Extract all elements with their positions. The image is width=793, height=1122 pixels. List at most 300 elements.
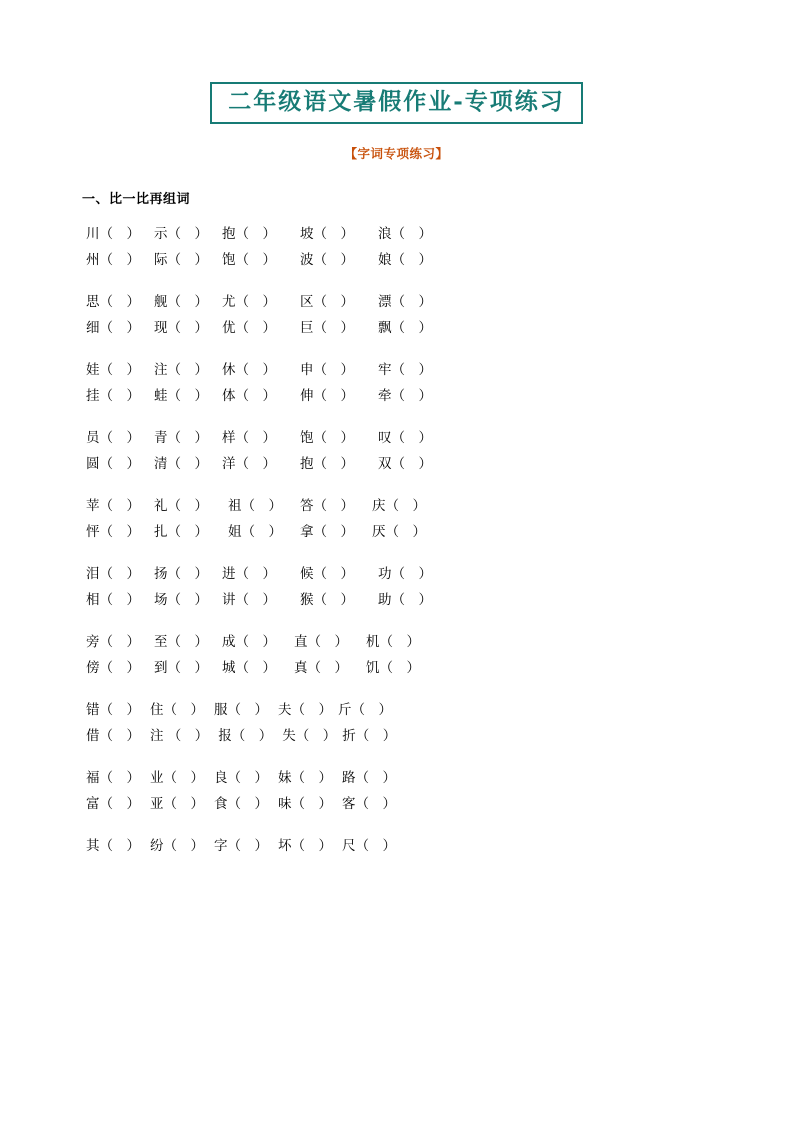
character: 样	[222, 430, 236, 447]
answer-blank[interactable]: （ ）	[99, 634, 140, 651]
answer-blank[interactable]: （ ）	[167, 524, 208, 541]
word-group	[86, 357, 721, 409]
word-cell	[300, 383, 354, 409]
word-row	[86, 493, 721, 519]
answer-blank[interactable]: （ ）	[391, 320, 432, 337]
answer-blank[interactable]: （ ）	[313, 456, 354, 473]
character: 进	[222, 566, 236, 583]
answer-blank[interactable]: （ ）	[313, 430, 354, 447]
word-group	[86, 765, 721, 817]
word-row	[86, 289, 721, 315]
character: 优	[222, 320, 236, 337]
word-cell	[294, 655, 348, 681]
answer-blank[interactable]: （ ）	[291, 770, 332, 787]
word-cell	[228, 493, 282, 519]
answer-blank[interactable]: （ ）	[313, 252, 354, 269]
character: 伸	[300, 388, 314, 405]
word-cell	[222, 383, 276, 409]
exercise-groups	[72, 221, 721, 859]
character: 尺	[342, 838, 356, 855]
character: 功	[378, 566, 392, 583]
character: 坡	[300, 226, 314, 243]
word-cell	[300, 451, 354, 477]
character: 员	[86, 430, 100, 447]
character: 字	[214, 838, 228, 855]
character: 怦	[86, 524, 100, 541]
answer-blank[interactable]: （ ）	[241, 524, 282, 541]
character: 厌	[372, 524, 386, 541]
character: 苹	[86, 498, 100, 515]
answer-blank[interactable]: （ ）	[313, 362, 354, 379]
word-cell	[300, 221, 354, 247]
answer-blank[interactable]: （ ）	[313, 226, 354, 243]
word-cell	[378, 425, 432, 451]
title-container	[72, 82, 721, 124]
word-group	[86, 289, 721, 341]
word-cell	[222, 587, 276, 613]
word-cell	[86, 357, 140, 383]
answer-blank[interactable]: （ ）	[167, 498, 208, 515]
word-row	[86, 697, 721, 723]
character: 现	[154, 320, 168, 337]
word-cell	[300, 493, 354, 519]
answer-blank[interactable]: （ ）	[291, 838, 332, 855]
character: 注	[154, 362, 168, 379]
word-cell	[366, 629, 420, 655]
character: 圆	[86, 456, 100, 473]
answer-blank[interactable]: （ ）	[235, 566, 276, 583]
character: 川	[86, 226, 100, 243]
character: 扬	[154, 566, 168, 583]
character: 飘	[378, 320, 392, 337]
answer-blank[interactable]: （ ）	[99, 498, 140, 515]
answer-blank[interactable]: （ ）	[167, 592, 208, 609]
character: 报	[218, 728, 232, 745]
character: 至	[154, 634, 168, 651]
character: 失	[282, 728, 296, 745]
answer-blank[interactable]: （ ）	[307, 660, 348, 677]
character: 客	[342, 796, 356, 813]
answer-blank[interactable]: （ ）	[235, 634, 276, 651]
answer-blank[interactable]: （ ）	[235, 294, 276, 311]
word-cell	[372, 519, 426, 545]
word-row	[86, 425, 721, 451]
word-cell	[86, 587, 140, 613]
word-cell	[86, 629, 140, 655]
character: 巨	[300, 320, 314, 337]
word-cell	[300, 315, 354, 341]
character: 泪	[86, 566, 100, 583]
word-row	[86, 357, 721, 383]
word-cell	[86, 655, 140, 681]
word-cell	[218, 723, 272, 749]
character: 真	[294, 660, 308, 677]
word-cell	[300, 357, 354, 383]
character: 亚	[150, 796, 164, 813]
word-cell	[214, 833, 268, 859]
answer-blank[interactable]: （ ）	[163, 796, 204, 813]
answer-blank[interactable]: （ ）	[99, 592, 140, 609]
word-row	[86, 451, 721, 477]
answer-blank[interactable]: （ ）	[167, 252, 208, 269]
character: 挂	[86, 388, 100, 405]
word-cell	[366, 655, 420, 681]
answer-blank[interactable]: （ ）	[99, 252, 140, 269]
answer-blank[interactable]: （ ）	[385, 498, 426, 515]
character: 青	[154, 430, 168, 447]
word-group	[86, 221, 721, 273]
word-cell	[86, 315, 140, 341]
word-cell	[86, 493, 140, 519]
word-cell	[86, 765, 140, 791]
character: 叹	[378, 430, 392, 447]
character: 福	[86, 770, 100, 787]
word-cell	[294, 629, 348, 655]
word-row	[86, 247, 721, 273]
character: 饱	[222, 252, 236, 269]
character: 业	[150, 770, 164, 787]
answer-blank[interactable]: （ ）	[167, 660, 208, 677]
answer-blank[interactable]: （ ）	[235, 320, 276, 337]
word-cell	[222, 315, 276, 341]
character: 抱	[300, 456, 314, 473]
word-cell	[278, 833, 332, 859]
word-cell	[150, 697, 204, 723]
answer-blank[interactable]: （ ）	[99, 456, 140, 473]
word-cell	[222, 655, 276, 681]
word-cell	[154, 315, 208, 341]
answer-blank[interactable]: （ ）	[291, 796, 332, 813]
character: 抱	[222, 226, 236, 243]
word-cell	[154, 425, 208, 451]
answer-blank[interactable]: （ ）	[99, 362, 140, 379]
word-cell	[154, 357, 208, 383]
character: 路	[342, 770, 356, 787]
word-group	[86, 697, 721, 749]
character: 良	[214, 770, 228, 787]
answer-blank[interactable]: （ ）	[99, 566, 140, 583]
answer-blank[interactable]: （ ）	[313, 388, 354, 405]
answer-blank[interactable]: （ ）	[391, 388, 432, 405]
word-cell	[300, 587, 354, 613]
character: 牢	[378, 362, 392, 379]
character: 拿	[300, 524, 314, 541]
word-cell	[86, 791, 140, 817]
answer-blank[interactable]: （ ）	[391, 592, 432, 609]
character: 夫	[278, 702, 292, 719]
word-row	[86, 791, 721, 817]
word-cell	[222, 451, 276, 477]
character: 礼	[154, 498, 168, 515]
character: 城	[222, 660, 236, 677]
word-row	[86, 587, 721, 613]
word-cell	[342, 765, 396, 791]
answer-blank[interactable]: （ ）	[313, 592, 354, 609]
answer-blank[interactable]: （ ）	[235, 252, 276, 269]
answer-blank[interactable]: （ ）	[379, 634, 420, 651]
character: 斤	[338, 702, 352, 719]
answer-blank[interactable]: （ ）	[379, 660, 420, 677]
answer-blank[interactable]: （ ）	[99, 294, 140, 311]
word-row	[86, 765, 721, 791]
character: 住	[150, 702, 164, 719]
word-cell	[222, 629, 276, 655]
answer-blank[interactable]: （ ）	[313, 294, 354, 311]
word-cell	[86, 833, 140, 859]
answer-blank[interactable]: （ ）	[227, 770, 268, 787]
word-row	[86, 561, 721, 587]
section-subtitle: 【字词专项练习】	[344, 146, 449, 162]
answer-blank[interactable]: （ ）	[235, 660, 276, 677]
word-cell	[150, 791, 204, 817]
character: 姐	[228, 524, 242, 541]
word-cell	[222, 357, 276, 383]
word-row	[86, 315, 721, 341]
answer-blank[interactable]: （ ）	[167, 430, 208, 447]
answer-blank[interactable]: （ ）	[167, 362, 208, 379]
answer-blank[interactable]: （ ）	[391, 430, 432, 447]
word-cell	[378, 451, 432, 477]
word-cell	[378, 587, 432, 613]
character: 漂	[378, 294, 392, 311]
character: 扎	[154, 524, 168, 541]
word-cell	[378, 383, 432, 409]
word-cell	[150, 723, 208, 749]
answer-blank[interactable]: （ ）	[227, 702, 268, 719]
word-cell	[378, 289, 432, 315]
answer-blank[interactable]: （ ）	[163, 770, 204, 787]
answer-blank[interactable]: （ ）	[167, 226, 208, 243]
answer-blank[interactable]: （ ）	[351, 702, 392, 719]
word-group	[86, 425, 721, 477]
word-cell	[300, 247, 354, 273]
character: 蛙	[154, 388, 168, 405]
character: 富	[86, 796, 100, 813]
answer-blank[interactable]: （ ）	[235, 362, 276, 379]
word-cell	[378, 221, 432, 247]
character: 讲	[222, 592, 236, 609]
character: 体	[222, 388, 236, 405]
answer-blank[interactable]: （ ）	[355, 796, 396, 813]
word-cell	[86, 561, 140, 587]
answer-blank[interactable]: （ ）	[235, 226, 276, 243]
word-cell	[342, 723, 396, 749]
word-group	[86, 833, 721, 859]
character: 助	[378, 592, 392, 609]
answer-blank[interactable]: （ ）	[391, 294, 432, 311]
word-group	[86, 493, 721, 545]
answer-blank[interactable]: （ ）	[391, 362, 432, 379]
answer-blank[interactable]: （ ）	[355, 838, 396, 855]
word-cell	[278, 791, 332, 817]
character: 细	[86, 320, 100, 337]
word-cell	[86, 289, 140, 315]
exercise-heading: 一、比一比再组词	[82, 192, 191, 208]
word-row	[86, 833, 721, 859]
word-cell	[378, 247, 432, 273]
answer-blank[interactable]: （ ）	[391, 226, 432, 243]
word-cell	[86, 451, 140, 477]
answer-blank[interactable]: （ ）	[99, 838, 140, 855]
answer-blank[interactable]: （ ）	[235, 388, 276, 405]
character: 尤	[222, 294, 236, 311]
word-cell	[222, 425, 276, 451]
character: 思	[86, 294, 100, 311]
character: 注	[150, 728, 168, 745]
word-cell	[154, 451, 208, 477]
character: 妹	[278, 770, 292, 787]
answer-blank[interactable]: （ ）	[99, 524, 140, 541]
answer-blank[interactable]: （ ）	[99, 702, 140, 719]
character: 到	[154, 660, 168, 677]
character: 借	[86, 728, 100, 745]
character: 洋	[222, 456, 236, 473]
word-cell	[222, 561, 276, 587]
word-row	[86, 655, 721, 681]
word-cell	[222, 289, 276, 315]
answer-blank[interactable]: （ ）	[313, 524, 354, 541]
word-cell	[154, 629, 208, 655]
word-row	[86, 629, 721, 655]
word-row	[86, 519, 721, 545]
character: 傍	[86, 660, 100, 677]
word-cell	[300, 425, 354, 451]
answer-blank[interactable]: （ ）	[235, 430, 276, 447]
answer-blank[interactable]: （ ）	[99, 320, 140, 337]
answer-blank[interactable]: （ ）	[291, 702, 332, 719]
character: 机	[366, 634, 380, 651]
word-cell	[278, 765, 332, 791]
word-cell	[86, 697, 140, 723]
word-cell	[342, 791, 396, 817]
character: 祖	[228, 498, 242, 515]
word-cell	[150, 833, 204, 859]
word-cell	[154, 587, 208, 613]
answer-blank[interactable]: （ ）	[355, 770, 396, 787]
character: 际	[154, 252, 168, 269]
answer-blank[interactable]: （ ）	[167, 634, 208, 651]
word-cell	[300, 519, 354, 545]
answer-blank[interactable]: （ ）	[167, 566, 208, 583]
character: 申	[300, 362, 314, 379]
word-cell	[154, 519, 208, 545]
answer-blank[interactable]: （ ）	[355, 728, 397, 745]
character: 区	[300, 294, 314, 311]
answer-blank[interactable]: （ ）	[313, 566, 354, 583]
character: 浪	[378, 226, 392, 243]
word-cell	[150, 765, 204, 791]
answer-blank[interactable]: （ ）	[167, 320, 208, 337]
character: 服	[214, 702, 228, 719]
character: 坏	[278, 838, 292, 855]
answer-blank[interactable]: （ ）	[167, 388, 208, 405]
word-cell	[378, 561, 432, 587]
answer-blank[interactable]: （ ）	[167, 294, 208, 311]
word-cell	[154, 561, 208, 587]
word-cell	[86, 425, 140, 451]
answer-blank[interactable]: （ ）	[99, 796, 140, 813]
word-cell	[300, 561, 354, 587]
character: 错	[86, 702, 100, 719]
word-cell	[342, 833, 396, 859]
word-cell	[86, 383, 140, 409]
answer-blank[interactable]: （ ）	[99, 770, 140, 787]
answer-blank[interactable]: （ ）	[313, 320, 354, 337]
character: 州	[86, 252, 100, 269]
character: 纷	[150, 838, 164, 855]
answer-blank[interactable]: （ ）	[295, 728, 337, 745]
word-cell	[86, 221, 140, 247]
answer-blank[interactable]: （ ）	[241, 498, 282, 515]
answer-blank[interactable]: （ ）	[391, 566, 432, 583]
answer-blank[interactable]: （ ）	[307, 634, 348, 651]
answer-blank[interactable]: （ ）	[313, 498, 354, 515]
answer-blank[interactable]: （ ）	[385, 524, 426, 541]
character: 其	[86, 838, 100, 855]
answer-blank[interactable]: （ ）	[163, 838, 204, 855]
word-cell	[154, 289, 208, 315]
answer-blank[interactable]: （ ）	[167, 456, 208, 473]
character: 味	[278, 796, 292, 813]
answer-blank[interactable]: （ ）	[391, 252, 432, 269]
word-cell	[228, 519, 282, 545]
answer-blank[interactable]: （ ）	[99, 226, 140, 243]
word-cell	[300, 289, 354, 315]
word-cell	[154, 493, 208, 519]
answer-blank[interactable]: （ ）	[227, 838, 268, 855]
character: 直	[294, 634, 308, 651]
answer-blank[interactable]: （ ）	[231, 728, 273, 745]
answer-blank[interactable]: （ ）	[99, 728, 140, 745]
page-title: 二年级语文暑假作业-专项练习	[210, 82, 583, 124]
word-cell	[214, 791, 268, 817]
word-group	[86, 629, 721, 681]
answer-blank[interactable]: （ ）	[235, 456, 276, 473]
character: 娘	[378, 252, 392, 269]
character: 候	[300, 566, 314, 583]
word-cell	[86, 519, 140, 545]
character: 成	[222, 634, 236, 651]
character: 清	[154, 456, 168, 473]
character: 庆	[372, 498, 386, 515]
answer-blank[interactable]: （ ）	[235, 592, 276, 609]
character: 娃	[86, 362, 100, 379]
character: 饱	[300, 430, 314, 447]
word-cell	[378, 315, 432, 341]
word-cell	[86, 247, 140, 273]
character: 双	[378, 456, 392, 473]
answer-blank[interactable]: （ ）	[227, 796, 268, 813]
character: 场	[154, 592, 168, 609]
word-cell	[222, 247, 276, 273]
character: 舰	[154, 294, 168, 311]
answer-blank[interactable]: （ ）	[99, 388, 140, 405]
character: 波	[300, 252, 314, 269]
answer-blank[interactable]: （ ）	[391, 456, 432, 473]
answer-blank[interactable]: （ ）	[163, 702, 204, 719]
answer-blank[interactable]: （ ）	[99, 430, 140, 447]
character: 旁	[86, 634, 100, 651]
word-cell	[282, 723, 336, 749]
word-cell	[372, 493, 426, 519]
word-cell	[154, 247, 208, 273]
answer-blank[interactable]: （ ）	[99, 660, 140, 677]
character: 相	[86, 592, 100, 609]
word-cell	[154, 221, 208, 247]
word-cell	[222, 221, 276, 247]
answer-blank[interactable]: （ ）	[167, 728, 209, 745]
character: 休	[222, 362, 236, 379]
